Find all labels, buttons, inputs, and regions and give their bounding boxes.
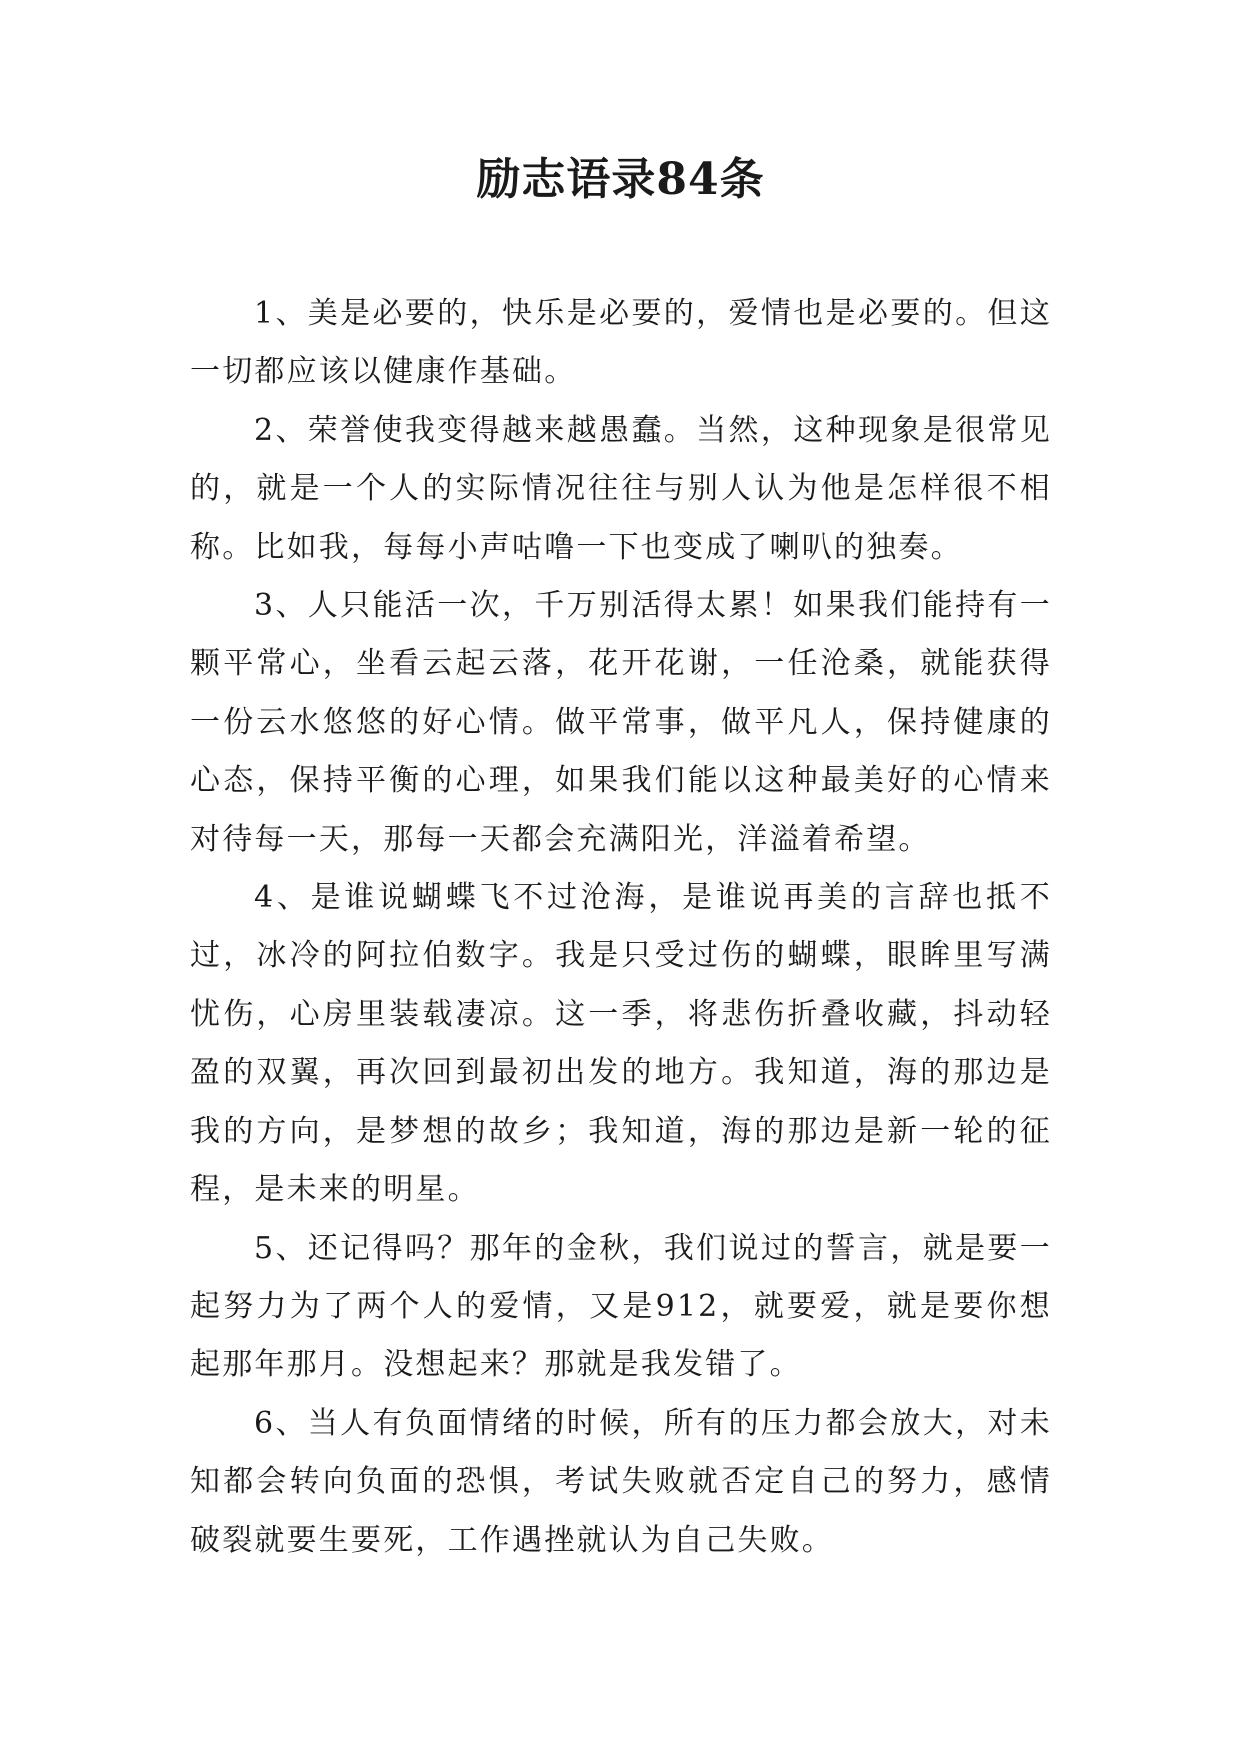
document-body [190,285,1052,1570]
quote-paragraph-4: 4、是谁说蝴蝶飞不过沧海，是谁说再美的言辞也抵不过，冰冷的阿拉伯数字。我是只受过伤的蝴蝶，眼眸里写满忧伤，心房里装载凄凉。这一季，将悲伤折叠收藏，抖动轻盈的双翼，再次回到最初出发的地方。我知道，海的那边是我的方向，是梦想的故乡；我知道，海的那边是新一轮的征程，是未来的明星。 [190,880,1052,1208]
document-title: 励志语录84条 [476,154,765,205]
quote-paragraph-2: 2、荣誉使我变得越来越愚蠢。当然，这种现象是很常见的，就是一个人的实际情况往往与别人认为他是怎样很不相称。比如我，每每小声咕噜一下也变成了喇叭的独奏。 [190,412,1052,565]
quote-paragraph-5: 5、还记得吗？那年的金秋，我们说过的誓言，就是要一起努力为了两个人的爱情，又是912，就要爱，就是要你想起那年那月。没想起来？那就是我发错了。 [190,1230,1052,1383]
quote-paragraph-1: 1、美是必要的，快乐是必要的，爱情也是必要的。但这一切都应该以健康作基础。 [190,296,1052,390]
quote-paragraph-6: 6、当人有负面情绪的时候，所有的压力都会放大，对未知都会转向负面的恐惧，考试失败就否定自己的努力，感情破裂就要生要死，工作遇挫就认为自己失败。 [190,1405,1052,1558]
quote-paragraph-3: 3、人只能活一次，千万别活得太累！如果我们能持有一颗平常心，坐看云起云落，花开花谢，一任沧桑，就能获得一份云水悠悠的好心情。做平常事，做平凡人，保持健康的心态，保持平衡的心理，如果我们能以这种最美好的心情来对待每一天，那每一天都会充满阳光，洋溢着希望。 [190,588,1052,857]
